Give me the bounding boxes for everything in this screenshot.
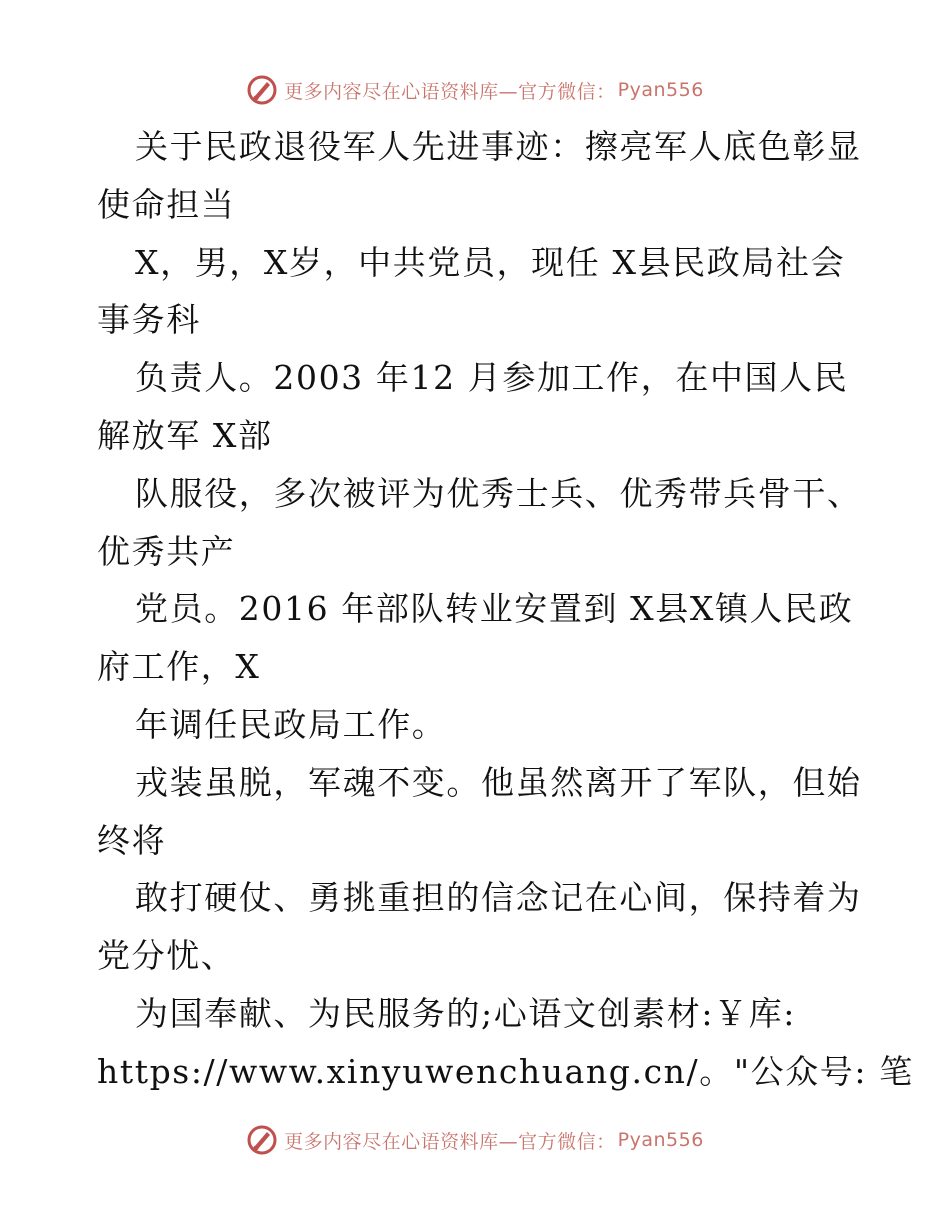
text-line: 党分忧、 (97, 936, 236, 976)
text-line: 关于民政退役军人先进事迹：擦亮军人底色彰显 (135, 127, 862, 166)
header-watermark (0, 70, 950, 110)
text-line: 解放军 X部 (97, 415, 273, 455)
text-line: 年调任民政局工作。 (135, 704, 447, 744)
text-line: X，男，X岁，中共党员，现任 X县民政局社会 (135, 242, 846, 282)
footer-watermark (0, 1120, 950, 1160)
watermark-wechat-id: Pyan556 (617, 1129, 704, 1151)
watermark-wechat-id: Pyan556 (617, 79, 704, 101)
text-line: 戎装虽脱，军魂不变。他虽然离开了军队，但始 (135, 762, 862, 802)
brush-logo-icon (246, 74, 278, 106)
text-line: 为国奉献、为民服务的;心语文创素材:￥库: (135, 993, 796, 1033)
text-line: 负责人。2003 年12 月参加工作，在中国人民 (135, 358, 849, 398)
text-line: 使命担当 (97, 184, 236, 224)
document-body (97, 118, 914, 1101)
watermark-text: 更多内容尽在心语资料库—官方微信： (284, 1130, 616, 1153)
text-line: 终将 (97, 820, 167, 860)
text-line: 事务科 (97, 300, 201, 340)
text-line: 党员。2016 年部队转业安置到 X县X镇人民政 (135, 589, 854, 629)
text-line: 优秀共产 (97, 531, 236, 571)
watermark-text: 更多内容尽在心语资料库—官方微信： (284, 80, 616, 103)
text-line: 敢打硬仗、勇挑重担的信念记在心间，保持着为 (135, 878, 862, 918)
text-line: 队服役，多次被评为优秀士兵、优秀带兵骨干、 (135, 473, 862, 513)
brush-logo-icon (246, 1124, 278, 1156)
text-line: 府工作，X (97, 647, 261, 687)
text-line: https://www.xinyuwenchuang.cn/。"公众号: 笔 (97, 1051, 914, 1091)
